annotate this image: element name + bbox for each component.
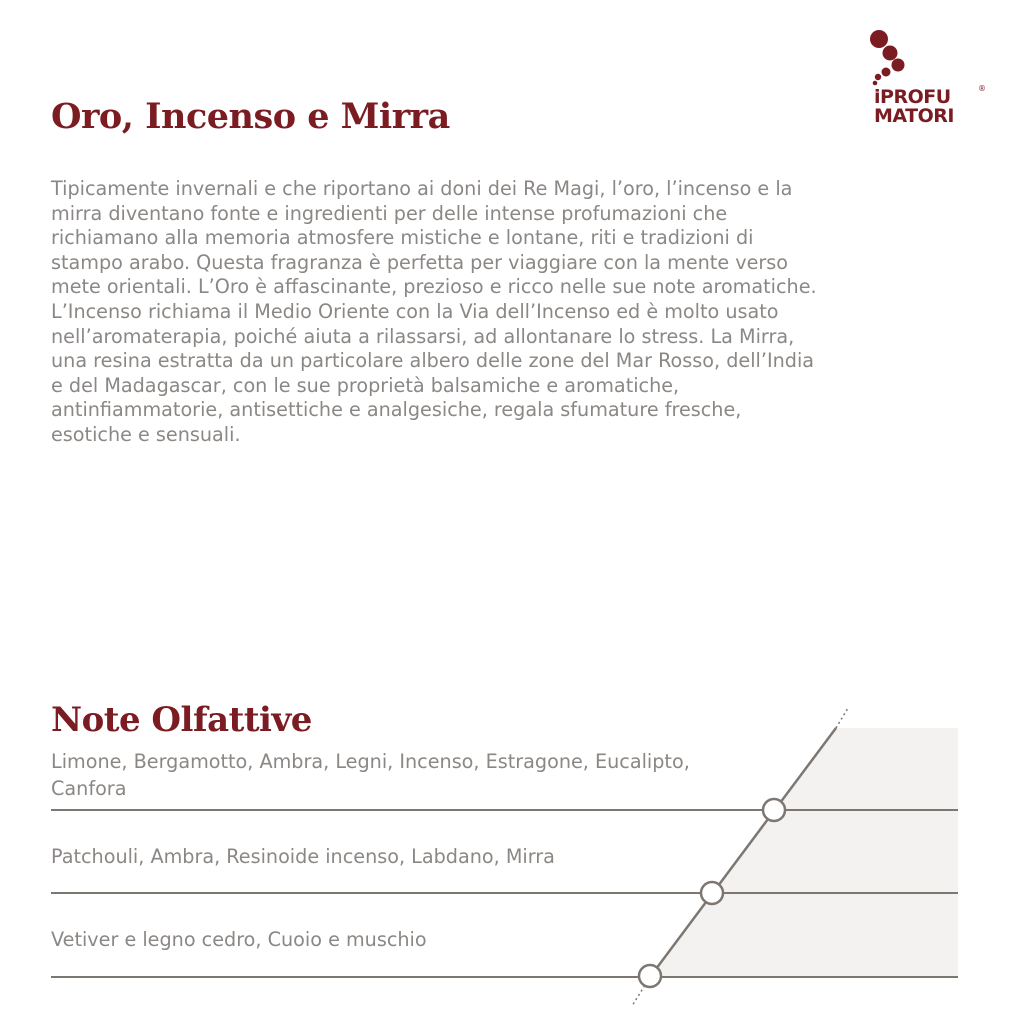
edge-dotted-top [836, 708, 848, 728]
base-notes: Vetiver e legno cedro, Cuoio e muschio [51, 928, 427, 951]
description: Tipicamente invernali e che riportano ai doni dei Re Magi, l’oro, l’incenso e la mirra diventano fonte e ingredienti per delle intense profumazioni che richiamano alla memoria atmosfere mistiche e lontane, riti e tradizioni di stampo arabo. Questa fragranza è perfetta per viaggiare con la mente verso mete orientali. L’Oro è affascinante, prezioso e ricco nelle sue note aromatiche. L’Incenso richiama il Medio Oriente con la Via dell’Incenso ed è molto usato nell’aromaterapia, poiché aiuta a rilassarsi, ad allontanare lo stress. La Mirra, una resina estratta da un particolare albero delle zone del Mar Rosso, dell’India e del Madagascar, con le sue proprietà balsamiche e aromatiche, antinfiammatorie, antisettiche e analgesiche, regala sfumature fresche, esotiche e sensuali. [51, 177, 817, 446]
logo-line1: iPROFU [874, 86, 951, 108]
page-title: Oro, Incenso e Mirra [51, 96, 450, 137]
registered-mark: ® [978, 84, 986, 93]
notes-title: Note Olfattive [51, 700, 312, 740]
top-notes: Limone, Bergamotto, Ambra, Legni, Incenso, Estragone, Eucalipto, Canfora [51, 750, 690, 800]
node-heart [701, 882, 723, 904]
node-base [639, 965, 661, 987]
heart-notes: Patchouli, Ambra, Resinoide incenso, Labdano, Mirra [51, 845, 555, 868]
logo-line2: MATORI [874, 105, 954, 127]
node-top [763, 799, 785, 821]
